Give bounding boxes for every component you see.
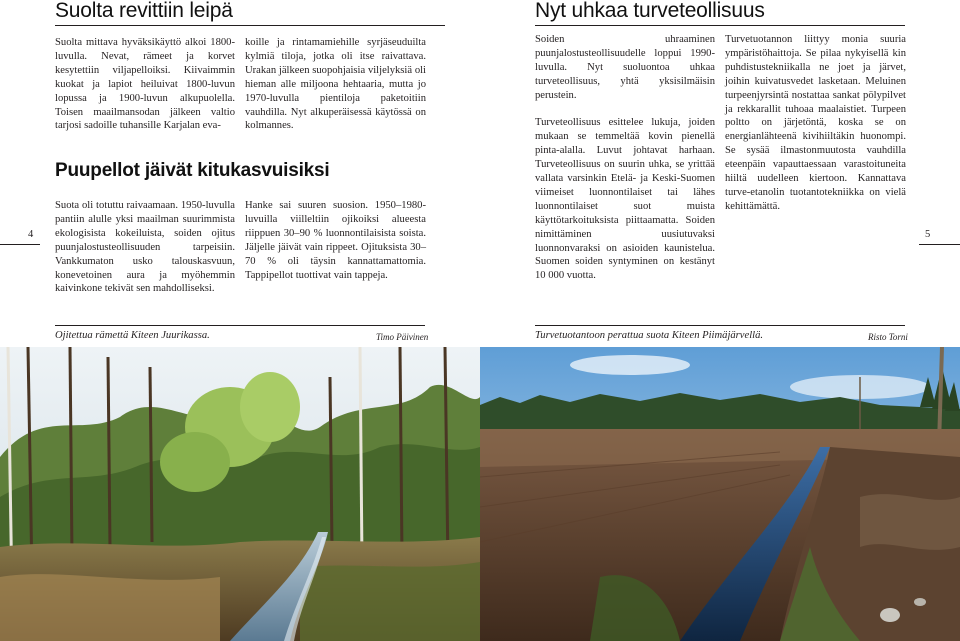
left-col1-text-top (55, 36, 235, 133)
paragraph: Turveteollisuus esittelee lukuja, joiden mukaan se temmeltää kovin pienellä pinta-alalla. Luvut johtavat harhaan. Turveteollisuus on suurin uhka, se yrittää vallata varsinkin Etelä- ja Keski-Suomen viimeiset luonnontilaiset tai lähes luonnontilaiset suot muista käyttötarkoituksista piittaamatta. Soiden nimittäminen uusiutuvaksi luonnonvaraksi on asioiden kaunistelua. Suomen soiden syntyminen on kestänyt 10 000 vuotta. (535, 117, 715, 282)
right-page-title: Nyt uhkaa turveteollisuus (535, 0, 765, 22)
paragraph: koille ja rintamamiehille syrjäseuduilta kylmiä tiloja, jotka oli itse raivattava. Urakan jälkeen suopohjaisia viljelyksiä oli hieman alle miljoona hehtaaria, mutta jo 1970-luvulla pientiloja paketoitiin vauhdilla. Nyt alkuperäisessä käytössä on kolmannes. (245, 37, 426, 132)
left-title-rule (55, 25, 445, 26)
photo-ditched-bog (0, 347, 480, 641)
left-col2-text-bottom (245, 199, 426, 282)
right-title-rule (535, 25, 905, 26)
right-caption-rule (535, 325, 905, 326)
photo-caption-left: Ojitettua rämettä Kiteen Juurikassa. (55, 330, 210, 341)
page-number-right: 5 (925, 229, 931, 240)
photo-credit-left: Timo Päivinen (376, 332, 429, 342)
paragraph: Suolta mittava hyväksikäyttö alkoi 1800-luvulla. Nevat, rämeet ja korvet kesytettiin viljapelloiksi. Kiivaimmin kuokat ja lapiot heiluivat 1800-luvun lopussa ja 1900-luvun alkupuolella. Toisen maailmansodan jälkeen valtio tarjosi sadoille tuhansille Karjalan eva- (55, 37, 235, 132)
paragraph: Turvetuotannon liittyy monia suuria ympäristöhaittoja. Se pilaa nykyisellä kin puhdistustekniikalla ne joet ja järvet, joihin kuivatusvedet lasketaan. Meluinen turpeenjyrsintä nostattaa sankat pölypilvet ja rekkarallit tuhoaa maalaistiet. Turpeen poltto on järjetöntä, koska se on energianlähteenä kivihiiltäkin huonompi. Se sysää ilmastonmuutosta vauhdilla eteenpäin vapauttaessaan varastoituneita hiiltä uudelleen kiertoon. Kannattava turve-etanolin tuotantotekniikka on vielä kehittämättä. (725, 34, 906, 212)
left-page-title: Suolta revittiin leipä (55, 0, 233, 22)
photo-peat-extraction (480, 347, 960, 641)
photo-credit-right: Risto Torni (868, 332, 908, 342)
right-col2-text (725, 33, 906, 214)
page-number-left: 4 (28, 229, 34, 240)
paragraph: Soiden uhraaminen puunjalostusteollisuudelle loppui 1990-luvulla. Nyt suoluontoa uhkaa turveteollisuus, yhtä yksisilmäisin perustein. (535, 34, 715, 101)
left-col2-text-top (245, 36, 426, 133)
left-col1-text-bottom (55, 199, 235, 296)
photo-caption-right: Turvetuotantoon perattua suota Kiteen Piimäjärvellä. (535, 330, 764, 341)
left-caption-rule (55, 325, 425, 326)
right-margin-rule (919, 244, 960, 245)
paragraph: Hanke sai suuren suosion. 1950–1980-luvuilla viilleltiin ojikoiksi alueesta riippuen 30–90 % luonnontilaisista soista. Jäljelle jäivät vain rippeet. Ojituksista 30–70 % oli täysin kannattamattomia. Tappipellot tuottivat vain tappeja. (245, 200, 426, 281)
paragraph: Suota oli totuttu raivaamaan. 1950-luvulla pantiin alulle yksi maailman suurimmista ekologisista kokeiluista, soiden ojitus puunjalostusteollisuuden tarpeisiin. Vankkumaton usko talouskasvuun, konevetoinen aura ja myöhemmin kaivinkone tekivät sen mahdolliseksi. (55, 200, 235, 295)
left-margin-rule (0, 244, 40, 245)
section-subheading: Puupellot jäivät kitukasvuisiksi (55, 160, 330, 181)
right-col1-text (535, 33, 715, 283)
